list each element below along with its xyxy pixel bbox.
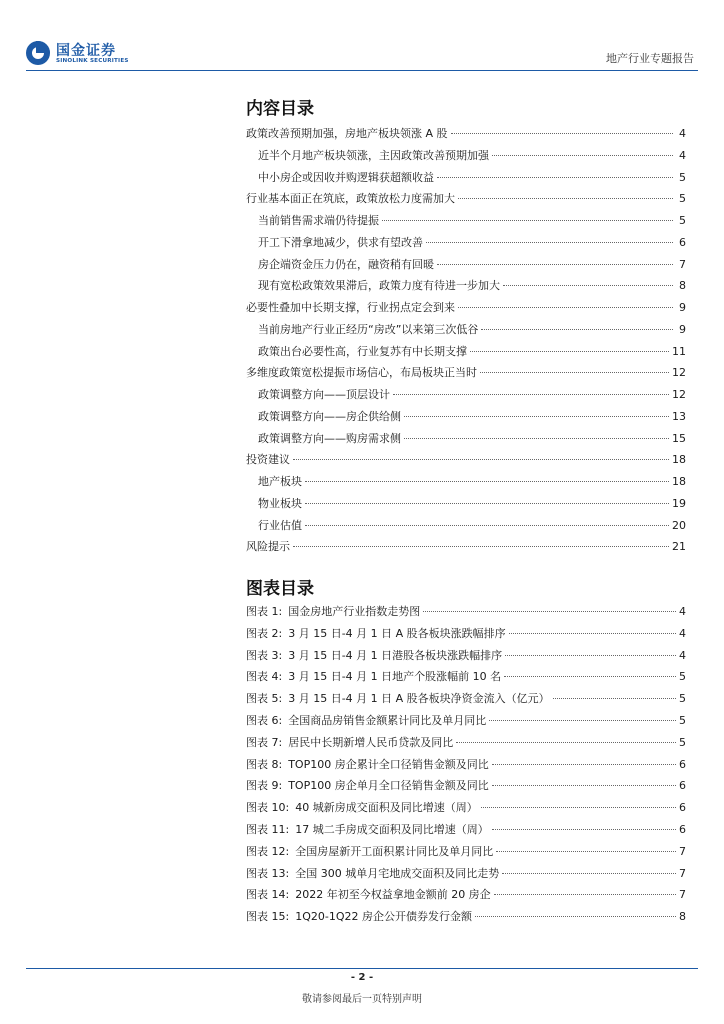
leader-dots (504, 676, 676, 677)
leader-dots (475, 916, 676, 917)
leader-dots (492, 764, 676, 765)
figure-entry[interactable] (246, 688, 686, 710)
toc-entry[interactable] (246, 384, 686, 406)
toc-entry-page: 18 (672, 453, 686, 467)
figure-entry[interactable] (246, 601, 686, 623)
figure-entry-label: 图表 15: (246, 910, 290, 924)
toc-entry-title: 必要性叠加中长期支撑，行业拐点定会到来 (246, 301, 455, 314)
leader-dots (492, 829, 676, 830)
figure-entry[interactable] (246, 623, 686, 645)
toc-entry-page: 21 (672, 540, 686, 554)
figure-entry-label: 图表 12: (246, 844, 290, 858)
leader-dots (305, 503, 669, 504)
toc-entry[interactable] (246, 188, 686, 210)
toc-entry-title: 房企端资金压力仍在，融资稍有回暖 (258, 257, 434, 271)
toc-entry-page: 9 (679, 301, 686, 314)
figure-entry[interactable] (246, 884, 686, 906)
toc-entry-title: 行业基本面正在筑底，政策放松力度需加大 (246, 192, 455, 206)
leader-dots (481, 807, 676, 808)
figure-entry-page: 6 (679, 801, 686, 815)
toc-entry[interactable] (246, 167, 686, 189)
toc-entry-page: 5 (679, 170, 686, 184)
toc-entry-title: 政策出台必要性高，行业复苏有中长期支撑 (258, 344, 467, 358)
leader-dots (496, 851, 676, 852)
leader-dots (489, 720, 676, 721)
toc-entry-title: 政策改善预期加强，房地产板块领涨 A 股 (246, 127, 448, 140)
toc-entry-page: 13 (672, 409, 686, 423)
figure-entry-label: 图表 5: (246, 692, 283, 706)
page-number: - 2 - (350, 972, 374, 983)
leader-dots (426, 242, 673, 243)
leader-dots (305, 481, 669, 482)
toc-entry-title: 多维度政策宽松提振市场信心，布局板块正当时 (246, 366, 477, 380)
toc-entry[interactable] (246, 254, 686, 276)
toc-list (246, 123, 686, 558)
toc-entry[interactable] (246, 449, 686, 471)
toc-entry[interactable] (246, 297, 686, 319)
figure-entry-label: 图表 2: (246, 626, 283, 640)
toc-entry-page: 7 (679, 257, 686, 271)
figure-entry-page: 6 (679, 779, 686, 793)
figure-entry-label: 图表 13: (246, 866, 290, 880)
leader-dots (423, 611, 676, 612)
leader-dots (437, 264, 673, 265)
figure-entry-title: 全国商品房销售金额累计同比及单月同比 (288, 713, 487, 727)
toc-entry[interactable] (246, 406, 686, 428)
figure-entry-page: 7 (679, 844, 686, 858)
figure-entry-page: 7 (679, 866, 686, 880)
toc-entry-title: 现有宽松政策效果滞后，政策力度有待进一步加大 (258, 279, 500, 293)
figure-entry-title: 3 月 15 日-4 月 1 日港股各板块涨跌幅排序 (288, 648, 503, 662)
toc-entry-page: 5 (679, 192, 686, 206)
figure-entry-page: 4 (679, 605, 686, 618)
leader-dots (553, 698, 676, 699)
page-header (0, 0, 724, 72)
toc-entry-title: 当前房地产行业正经历“房改”以来第三次低谷 (258, 322, 479, 336)
figure-entry-page: 5 (679, 735, 686, 749)
toc-entry-page: 4 (679, 127, 686, 140)
leader-dots (505, 655, 676, 656)
figure-entry-page: 6 (679, 757, 686, 771)
toc-entry-page: 9 (679, 322, 686, 336)
figure-entry[interactable] (246, 863, 686, 885)
disclaimer: 敬请参阅最后一页特别声明 (302, 994, 422, 1005)
figure-entry-label: 图表 9: (246, 779, 283, 793)
figure-entry-label: 图表 1: (246, 605, 283, 618)
figure-entry-title: 17 城二手房成交面积及同比增速（周） (295, 822, 489, 836)
figure-entry-label: 图表 4: (246, 670, 283, 684)
figure-entry[interactable] (246, 906, 686, 928)
leader-dots (480, 372, 669, 373)
figure-entry[interactable] (246, 666, 686, 688)
leader-dots (503, 285, 673, 286)
toc-entry[interactable] (246, 341, 686, 363)
figure-entry-page: 4 (679, 626, 686, 640)
toc-entry-page: 4 (679, 148, 686, 162)
figure-entry-label: 图表 14: (246, 888, 290, 902)
company-logo (26, 40, 136, 68)
toc-entry-title: 政策调整方向——购房需求侧 (258, 431, 401, 445)
leader-dots (492, 155, 673, 156)
figure-entry-title: 40 城新房成交面积及同比增速（周） (295, 801, 478, 815)
figure-entry-label: 图表 7: (246, 735, 283, 749)
figures-title: 图表目录 (246, 579, 314, 599)
figure-entry-page: 8 (679, 910, 686, 924)
figure-entry[interactable] (246, 797, 686, 819)
leader-dots (437, 177, 673, 178)
figures-list (246, 601, 686, 928)
figure-entry-page: 6 (679, 822, 686, 836)
toc-entry-title: 政策调整方向——房企供给侧 (258, 409, 401, 423)
figure-entry-title: TOP100 房企累计全口径销售金额及同比 (288, 757, 489, 771)
toc-entry-page: 19 (672, 496, 686, 510)
leader-dots (502, 873, 676, 874)
toc-entry[interactable] (246, 210, 686, 232)
leader-dots (470, 351, 669, 352)
leader-dots (458, 198, 673, 199)
figure-entry[interactable] (246, 754, 686, 776)
figure-entry[interactable] (246, 819, 686, 841)
logo-english-name: SINOLINK SECURITIES (56, 58, 129, 64)
figure-entry-title: 全国 300 城单月宅地成交面积及同比走势 (295, 866, 500, 880)
leader-dots (481, 329, 673, 330)
header-divider (26, 70, 698, 71)
report-type: 地产行业专题报告 (606, 52, 694, 65)
figure-entry-label: 图表 6: (246, 713, 283, 727)
toc-entry[interactable] (246, 493, 686, 515)
toc-entry-title: 行业估值 (258, 518, 302, 532)
leader-dots (293, 546, 669, 547)
figure-entry-label: 图表 10: (246, 801, 290, 815)
toc-entry-page: 5 (679, 214, 686, 227)
toc-entry-title: 近半个月地产板块领涨，主因政策改善预期加强 (258, 148, 489, 162)
figure-entry-title: 3 月 15 日-4 月 1 日地产个股涨幅前 10 名 (288, 670, 502, 684)
figure-entry-page: 5 (679, 670, 686, 684)
toc-entry[interactable] (246, 275, 686, 297)
figure-entry-page: 5 (679, 713, 686, 727)
figure-entry-title: TOP100 房企单月全口径销售金额及同比 (288, 779, 489, 793)
logo-mark-icon (26, 41, 50, 65)
toc-entry[interactable] (246, 123, 686, 145)
logo-chinese-name: 国金证券 (56, 43, 116, 59)
figure-entry-title: 2022 年初至今权益拿地金额前 20 房企 (295, 888, 491, 902)
figure-entry[interactable] (246, 710, 686, 732)
figure-entry-page: 4 (679, 648, 686, 662)
figure-entry-title: 国金房地产行业指数走势图 (288, 605, 421, 618)
toc-entry-page: 12 (672, 366, 686, 380)
footer-divider (26, 968, 698, 969)
toc-entry-title: 地产板块 (258, 475, 302, 488)
figure-entry-label: 图表 3: (246, 648, 283, 662)
figure-entry[interactable] (246, 732, 686, 754)
leader-dots (305, 525, 669, 526)
figure-entry-title: 3 月 15 日-4 月 1 日 A 股各板块涨跌幅排序 (288, 626, 506, 640)
leader-dots (456, 742, 676, 743)
toc-entry-title: 物业板块 (258, 496, 302, 510)
leader-dots (451, 133, 673, 134)
leader-dots (494, 894, 676, 895)
figure-entry-title: 1Q20-1Q22 房企公开债券发行金额 (295, 910, 472, 924)
toc-entry-page: 11 (672, 344, 686, 358)
figure-entry[interactable] (246, 841, 686, 863)
leader-dots (393, 394, 669, 395)
toc-entry[interactable] (246, 428, 686, 450)
toc-entry[interactable] (246, 471, 686, 493)
toc-entry-title: 开工下滑拿地减少，供求有望改善 (258, 235, 423, 249)
toc-title: 内容目录 (246, 99, 314, 119)
toc-entry-page: 20 (672, 518, 686, 532)
figure-entry[interactable] (246, 775, 686, 797)
leader-dots (492, 785, 676, 786)
toc-entry-page: 15 (672, 431, 686, 445)
figure-entry[interactable] (246, 645, 686, 667)
figure-entry-label: 图表 8: (246, 757, 283, 771)
leader-dots (293, 459, 669, 460)
toc-entry-title: 风险提示 (246, 540, 290, 554)
toc-entry[interactable] (246, 536, 686, 558)
toc-entry-title: 当前销售需求端仍待提振 (258, 214, 379, 227)
figure-entry-page: 7 (679, 888, 686, 902)
toc-entry-title: 投资建议 (246, 453, 290, 467)
toc-entry[interactable] (246, 145, 686, 167)
toc-entry[interactable] (246, 515, 686, 537)
figure-entry-title: 全国房屋新开工面积累计同比及单月同比 (295, 844, 494, 858)
toc-entry[interactable] (246, 232, 686, 254)
toc-entry-title: 政策调整方向——顶层设计 (258, 388, 390, 401)
toc-entry-page: 12 (672, 388, 686, 401)
toc-entry-page: 6 (679, 235, 686, 249)
figure-entry-label: 图表 11: (246, 822, 290, 836)
figure-entry-title: 3 月 15 日-4 月 1 日 A 股各板块净资金流入（亿元） (288, 692, 550, 706)
leader-dots (382, 220, 673, 221)
figure-entry-page: 5 (679, 692, 686, 706)
toc-entry-page: 18 (672, 475, 686, 488)
leader-dots (509, 633, 676, 634)
toc-entry[interactable] (246, 362, 686, 384)
leader-dots (404, 416, 669, 417)
leader-dots (458, 307, 673, 308)
toc-entry-title: 中小房企或因收并购逻辑获超额收益 (258, 170, 434, 184)
leader-dots (404, 438, 669, 439)
toc-entry-page: 8 (679, 279, 686, 293)
figure-entry-title: 居民中长期新增人民币贷款及同比 (288, 735, 454, 749)
toc-entry[interactable] (246, 319, 686, 341)
